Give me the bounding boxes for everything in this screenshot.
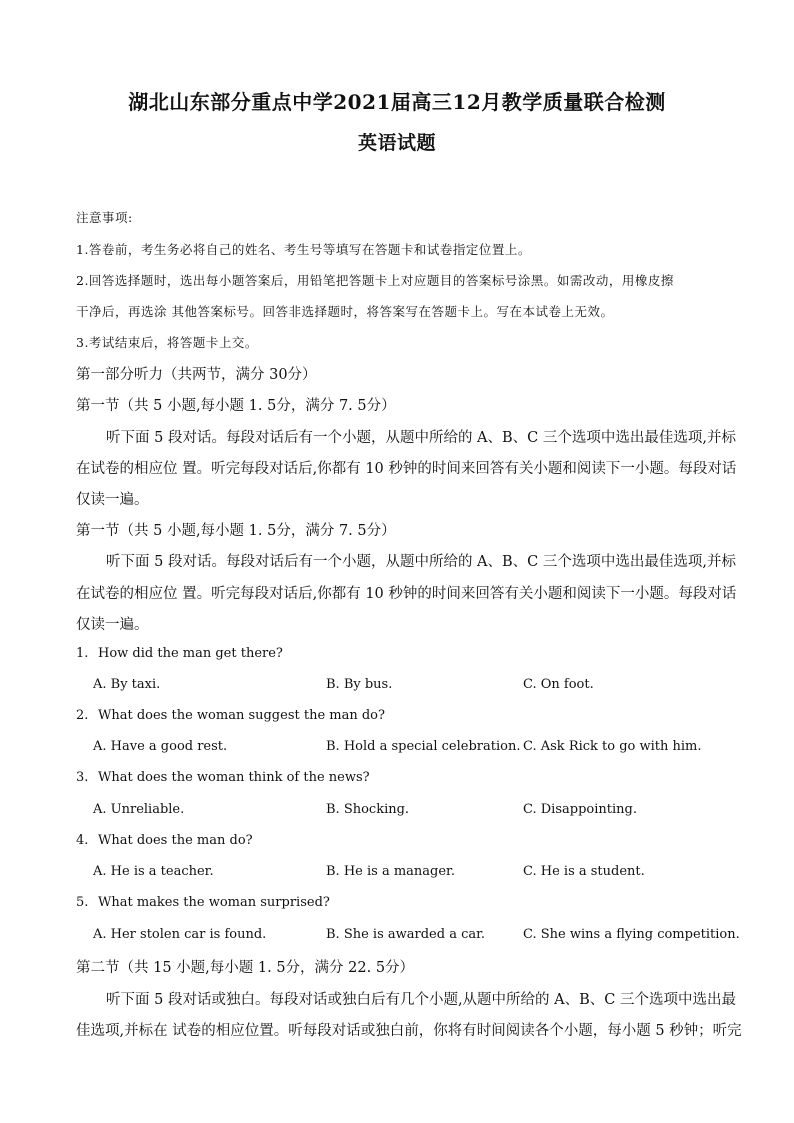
notice-item-2-line-2: 干净后，再选涂 其他答案标号。回答非选择题时，将答案写在答题卡上。写在本试卷上无效。: [76, 304, 614, 319]
question-2-option-a: A. Have a good rest.: [93, 739, 228, 754]
question-2-option-b: B. Hold a special celebration.: [326, 739, 521, 754]
section-1-repeat-heading: 第一节（共 5 小题,每小题 1. 5分，满分 7. 5分）: [76, 523, 396, 539]
notice-heading: 注意事项:: [76, 210, 133, 225]
question-number: 2.: [76, 708, 89, 723]
notice-item-1: 1.答卷前，考生务必将自己的姓名、考生号等填写在答题卡和试卷指定位置上。: [76, 242, 531, 257]
question-2-option-c: C. Ask Rick to go with him.: [523, 739, 702, 754]
question-2: [76, 708, 385, 723]
question-text: How did the man get there?: [98, 646, 283, 661]
question-3-option-b: B. Shocking.: [326, 802, 410, 817]
section-1-instructions-line-2: 在试卷的相应位 置。听完每段对话后,你都有 10 秒钟的时间来回答有关小题和阅读下一小题。每段对话: [76, 461, 737, 477]
section-2-instructions-line-1: 听下面 5 段对话或独白。每段对话或独白后有几个小题,从题中所给的 A、B、C 三个选项中选出最: [106, 992, 736, 1008]
question-1-option-a: A. By taxi.: [93, 677, 161, 692]
question-text: What does the woman think of the news?: [98, 770, 370, 785]
question-3-option-c: C. Disappointing.: [523, 802, 637, 817]
section-2-instructions-line-2: 佳选项,并标在 试卷的相应位置。听每段对话或独白前，你将有时间阅读各个小题，每小题 5 秒钟；听完: [76, 1023, 742, 1039]
exam-subtitle: 英语试题: [357, 132, 436, 154]
question-text: What does the woman suggest the man do?: [98, 708, 385, 723]
question-number: 4.: [76, 833, 89, 848]
question-4-option-c: C. He is a student.: [523, 864, 645, 879]
question-1-option-c: C. On foot.: [523, 677, 594, 692]
question-number: 1.: [76, 646, 89, 661]
question-5-option-b: B. She is awarded a car.: [326, 927, 486, 942]
question-text: What makes the woman surprised?: [98, 895, 330, 910]
notice-item-3: 3.考试结束后，将答题卡上交。: [76, 335, 258, 350]
question-5-option-c: C. She wins a flying competition.: [523, 927, 740, 942]
section-1-repeat-instructions-line-3: 仅读一遍。: [76, 617, 149, 633]
exam-title: 湖北山东部分重点中学2021届高三12月教学质量联合检测: [128, 90, 666, 114]
section-2-heading: 第二节（共 15 小题,每小题 1. 5分，满分 22. 5分）: [76, 960, 415, 976]
question-4-option-b: B. He is a manager.: [326, 864, 455, 879]
question-5-option-a: A. Her stolen car is found.: [93, 927, 267, 942]
section-1-instructions-line-1: 听下面 5 段对话。每段对话后有一个小题，从题中所给的 A、B、C 三个选项中选出最佳选项,并标: [106, 430, 736, 446]
question-3-option-a: A. Unreliable.: [93, 802, 185, 817]
question-number: 3.: [76, 770, 89, 785]
question-4-option-a: A. He is a teacher.: [93, 864, 214, 879]
section-1-repeat-instructions-line-2: 在试卷的相应位 置。听完每段对话后,你都有 10 秒钟的时间来回答有关小题和阅读下一小题。每段对话: [76, 586, 737, 602]
question-1-option-b: B. By bus.: [326, 677, 393, 692]
question-number: 5.: [76, 895, 89, 910]
question-1: [76, 646, 283, 661]
question-5: [76, 895, 330, 910]
section-1-instructions-line-3: 仅读一遍。: [76, 492, 149, 508]
section-1-repeat-instructions-line-1: 听下面 5 段对话。每段对话后有一个小题，从题中所给的 A、B、C 三个选项中选出最佳选项,并标: [106, 554, 736, 570]
question-3: [76, 770, 370, 785]
question-4: [76, 833, 253, 848]
notice-item-2-line-1: 2.回答选择题时，选出每小题答案后，用铅笔把答题卡上对应题目的答案标号涂黑。如需改动，用橡皮擦: [76, 273, 674, 288]
part-1-heading: 第一部分听力（共两节，满分 30分）: [76, 367, 317, 383]
question-text: What does the man do?: [98, 833, 253, 848]
section-1-heading: 第一节（共 5 小题,每小题 1. 5分，满分 7. 5分）: [76, 398, 396, 414]
